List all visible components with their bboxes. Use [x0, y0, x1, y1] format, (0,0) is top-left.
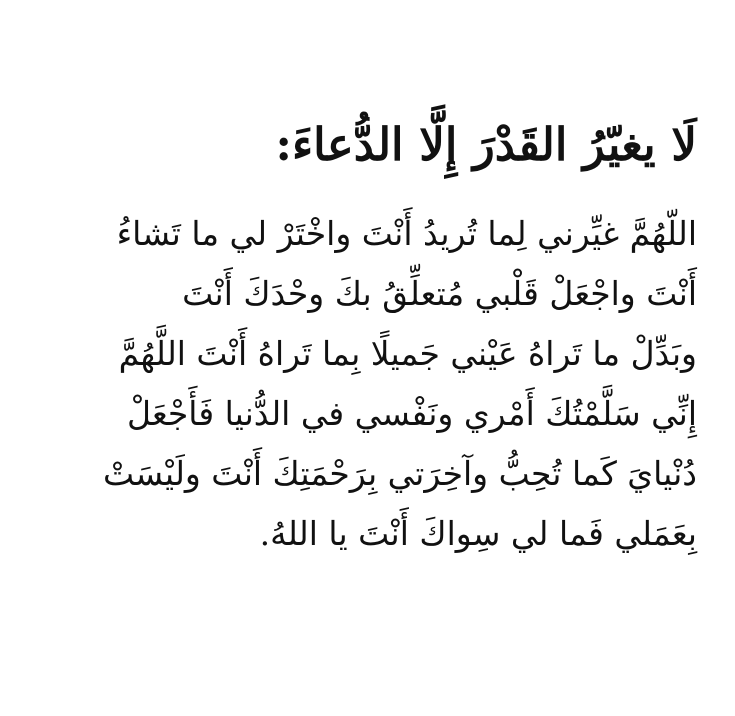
dua-line-6: بِعَمَلي فَما لي سِواكَ أَنْتَ يا اللهُ.	[259, 514, 697, 553]
dua-heading: لَا يغيّرُ القَدْرَ إِلَّا الدُّعاءَ:	[275, 118, 697, 171]
dua-line-5: دُنْيايَ كَما تُحِبُّ وآخِرَتي بِرَحْمَتِكَ أَنْتَ ولَيْسَتْ	[103, 454, 697, 493]
dua-text-block	[47, 108, 697, 564]
dua-body	[47, 204, 697, 564]
dua-line-2: أَنْتَ واجْعَلْ قَلْبي مُتعلِّقُ بكَ وحْدَكَ أَنْتَ	[182, 274, 697, 313]
dua-line-1: اللّهُمَّ غيِّرني لِما تُريدُ أَنْتَ واخْتَرْ لي ما تَشاءُ	[116, 214, 697, 253]
dua-line-4: إِنِّي سَلَّمْتُكَ أَمْري ونَفْسي في الدُّنيا فَأَجْعَلْ	[126, 394, 697, 433]
dua-line-3: وبَدِّلْ ما تَراهُ عَيْني جَميلًا بِما تَراهُ أَنْتَ اللَّهُمَّ	[118, 334, 697, 373]
